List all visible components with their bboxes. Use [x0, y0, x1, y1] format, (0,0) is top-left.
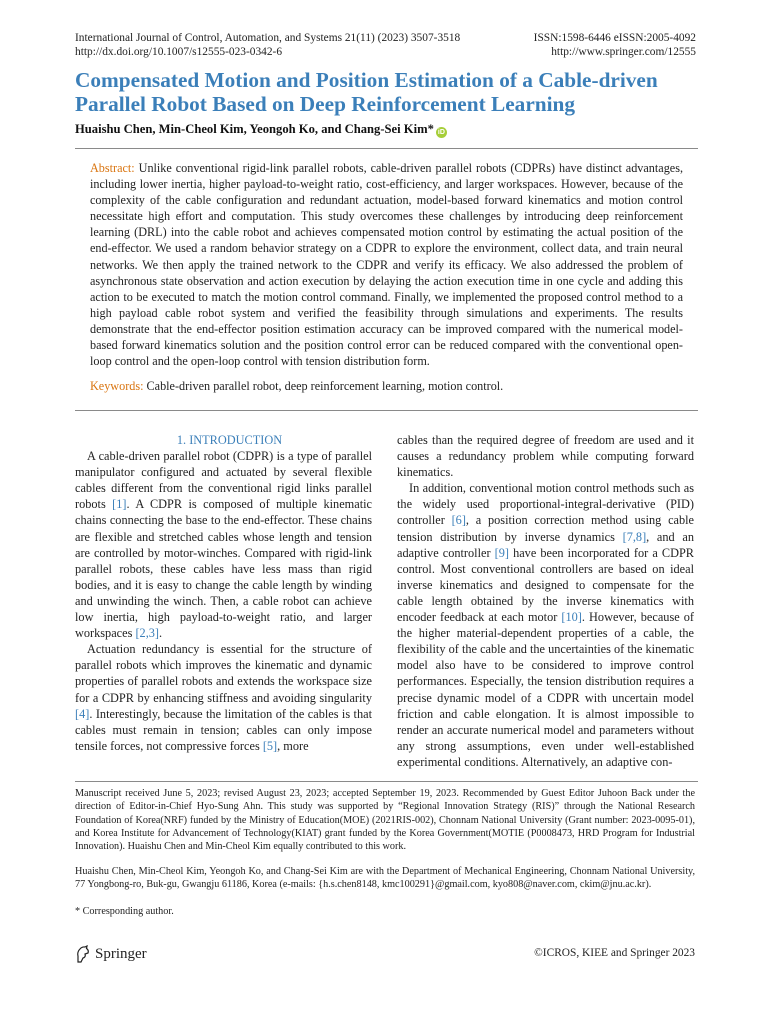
citation-link[interactable]: [10]: [561, 610, 582, 625]
issn-text: ISSN:1598-6446 eISSN:2005-4092: [533, 32, 696, 44]
springer-logo: [75, 945, 147, 963]
left-column: [75, 432, 372, 754]
citation-link[interactable]: [5]: [262, 738, 278, 753]
section-heading-introduction: 1. INTRODUCTION: [176, 433, 283, 447]
copyright-notice: ©ICROS, KIEE and Springer 2023: [534, 947, 695, 959]
citation-link[interactable]: [7,8]: [622, 529, 647, 544]
intro-paragraph-2: Actuation redundancy is essential for the structure of parallel robots which improves the kinematic and dynamic properties of parallel robots and extends the workspace size for a CDPR by enhancing stiffness and avoiding singularity [4]. Interestingly, because the limitation of the cables is that cables must remain in tension; cables can only impose tensile forces, not compressive forces [5], more: [75, 642, 372, 753]
abstract-label: Abstract:: [90, 161, 135, 175]
keywords-label: Keywords:: [90, 379, 144, 393]
springer-url-link[interactable]: http://www.springer.com/12555: [551, 46, 696, 58]
orcid-icon[interactable]: iD: [437, 129, 445, 136]
springer-horse-logo: [75, 945, 91, 963]
affiliation-footnote: Huaishu Chen, Min-Cheol Kim, Yeongoh Ko, and Chang-Sei Kim are with the Department of Mechanical Engineering, Chonnam National University, 77 Yongbong-ro, Buk-gu, Gwangju 61186, Korea (e-mails: {h.s.chen8148, kmc100291}@gmail.com, kyo808@naver.com, ckim@jnu.ac.kr).: [75, 866, 695, 891]
citation-link[interactable]: [4]: [75, 706, 90, 721]
journal-citation: International Journal of Control, Automation, and Systems 21(11) (2023) 3507-3518: [75, 32, 461, 44]
springer-wordmark: Springer: [95, 945, 147, 962]
intro-paragraph-3: In addition, conventional motion control methods such as the widely used proportional-integral-derivative (PID) controller [6], a position correction method using cable tension distribution by inverse dynamics [7,8], and an adaptive controller [9] have been incorporated for a CDPR control. Most conventional controllers are based on ideal inverse kinematics and designed to compensate for the cable length obtained by the inverse kinematics with encoder feedback at each motor [10]. However, because of the higher material-dependent properties of a cable, the flexibility of the cable and the uncertainties of the kinematic model also have to be considered to improve control performances. Especially, the tension distribution requires a precise dynamic model of a CDPR with uncertain model friction and cable elongation. It is almost impossible to render an accurate numerical model and parameters without any strong assumptions, even under well-established experimental conditions. Alternatively, an adaptive con-: [397, 481, 695, 769]
right-column: [397, 432, 694, 770]
abstract-box: [75, 148, 698, 411]
citation-link[interactable]: [9]: [494, 545, 509, 560]
intro-paragraph-1: A cable-driven parallel robot (CDPR) is a type of parallel manipulator configured and actuated by several flexible cables different from the conventional rigid links parallel robots [1]. A CDPR is composed of multiple kinematic chains connecting the base to the end-effector. These chains are flexible and stretched cables whose length and tension are controlled by motor-winches. Compared with rigid-link parallel robots, these cables have less mass than rigid bodies, and it is easy to change the cable length by winding and unwinding the winch. Then, a cable robot can achieve low inertia, high payload-to-weight ratio, and larger workspaces [2,3].: [75, 449, 372, 641]
abstract: [90, 160, 683, 369]
doi-link[interactable]: http://dx.doi.org/10.1007/s12555-023-0342-6: [75, 46, 283, 58]
citation-link[interactable]: [6]: [451, 513, 466, 528]
manuscript-footnote: Manuscript received June 5, 2023; revised August 23, 2023; accepted September 19, 2023. Recommended by Guest Editor Juhoon Back under the direction of Editor-in-Chief Hyo-Sung Ahn. This study was supported by “Regional Innovation Strategy (RIS)” through the National Research Foundation of Korea(NRF) funded by the Ministry of Education(MOE) (2021RIS-002), Chonnam National University (Grant number: 2023-0095-01), and Korea Institute for Advancement of Technology(KIAT) grant funded by the Korea Government(MOTIE (P0008473, HRD Program for Industrial Innovation). Huaishu Chen and Min-Cheol Kim equally contributed to this work.: [75, 788, 695, 853]
issn-header: [534, 31, 696, 59]
citation-link[interactable]: [2,3]: [135, 626, 160, 641]
keywords: [90, 378, 683, 394]
author-list: [75, 122, 447, 138]
journal-header: [75, 31, 460, 59]
paper-title: Compensated Motion and Position Estimation of a Cable-driven Parallel Robot Based on Deep Reinforcement Learning: [75, 68, 658, 116]
author-names: Huaishu Chen, Min-Cheol Kim, Yeongoh Ko, and Chang-Sei Kim*: [75, 122, 434, 136]
keywords-text: Cable-driven parallel robot, deep reinforcement learning, motion control.: [146, 379, 504, 393]
corresponding-author-note: * Corresponding author.: [75, 906, 174, 917]
citation-link[interactable]: [1]: [112, 497, 127, 512]
abstract-text: Unlike conventional rigid-link parallel robots, cable-driven parallel robots (CDPRs) have distinct advantages, including lower inertia, higher payload-to-weight ratio, cost-efficiency, and larger workspaces. However, because of the complexity of the cable configuration and redundant actuation, model-based forward kinematics and motion control necessitate high effort and computation. This study overcomes these challenges by introducing deep reinforcement learning (DRL) into the cable robot and achieves compensated motion control by estimating the actual position of the end-effector. We used a random behavior strategy on a CDPR to explore the environment, collect data, and train neural networks. We then apply the trained network to the CDPR and verify its efficacy. We also addressed the problem of asynchronous state observation and action execution by delaying the action execution time in one cycle and adding this action to be executed to match the motion control command. Finally, we implemented the proposed control method to a high payload cable robot system and verified the feasibility through simulations and experiments. The results demonstrate that the end-effector position estimation accuracy can be improved compared with the numerical model-based forward kinematics solution and the position control error can be reduced compared with the conventional open-loop control and the open-loop control with tension distribution form.: [90, 161, 683, 369]
intro-paragraph-continued: cables than the required degree of freedom are used and it causes a redundancy problem while computing forward kinematics.: [397, 433, 694, 480]
footnote-divider: [75, 781, 698, 782]
